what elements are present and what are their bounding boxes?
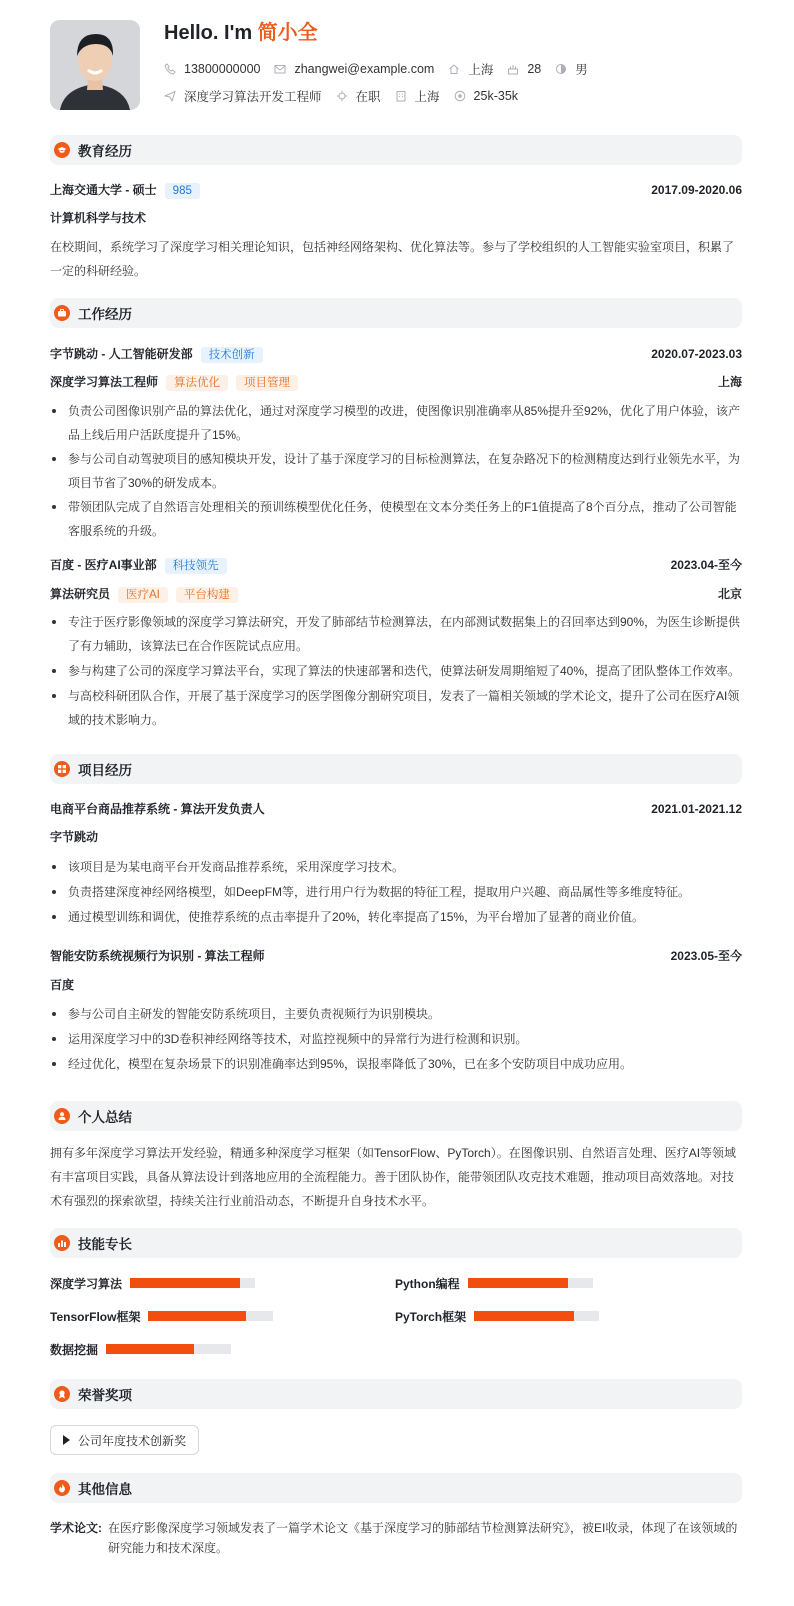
- company-text: 字节跳动 - 人工智能研发部: [50, 347, 193, 361]
- skill-item: [395, 1275, 593, 1291]
- phone-icon: [164, 63, 176, 75]
- project-org: 字节跳动: [50, 830, 99, 844]
- skill-bar: [468, 1278, 593, 1288]
- work-bullet: 参与公司自动驾驶项目的感知模块开发，设计了基于深度学习的目标检测算法，在复杂路况下的检测精度达到行业领先水平，为项目节省了30%的研发成本。: [50, 447, 742, 495]
- briefcase-icon: [54, 305, 70, 321]
- salary-item: [454, 89, 518, 103]
- section-honors: [50, 1379, 742, 1409]
- email-text: zhangwei@example.com: [294, 62, 435, 76]
- section-title: 技能专长: [78, 1237, 132, 1252]
- company-tag: 技术创新: [201, 347, 263, 363]
- project-title: 电商平台商品推荐系统 - 算法开发负责人: [50, 802, 265, 816]
- skill-name: PyTorch框架: [395, 1309, 467, 1324]
- education-header: [50, 181, 742, 199]
- skill-item: [50, 1275, 255, 1291]
- greeting-text: Hello. I'm: [164, 22, 258, 44]
- graduation-cap-icon: [54, 142, 70, 158]
- age-text: 28: [527, 62, 542, 76]
- location-item: [395, 87, 440, 105]
- phone-item: [164, 62, 260, 76]
- skill-item: [395, 1308, 599, 1324]
- section-education: [50, 135, 742, 165]
- role-tag: 医疗AI: [118, 587, 168, 603]
- role-text: 深度学习算法工程师: [50, 375, 159, 389]
- skill-bar: [106, 1344, 231, 1354]
- status-item: [336, 87, 381, 105]
- role-text: 算法研究员: [50, 587, 111, 601]
- send-icon: [164, 90, 176, 102]
- skill-name: Python编程: [395, 1276, 460, 1291]
- greeting-heading: [164, 20, 318, 46]
- major-row: [50, 209, 742, 227]
- award-label: 公司年度技术创新奖: [78, 1433, 187, 1448]
- project-bullet: 通过模型训练和调优，使推荐系统的点击率提升了20%，转化率提高了15%，为平台增加了显著的商业价值。: [50, 905, 742, 929]
- phone-text: 13800000000: [184, 62, 261, 76]
- role-name: [50, 373, 298, 391]
- section-title: 项目经历: [78, 763, 132, 778]
- flame-icon: [54, 1480, 70, 1496]
- section-summary: [50, 1101, 742, 1131]
- skill-bar: [148, 1311, 273, 1321]
- summary-text: 拥有多年深度学习算法开发经验，精通多种深度学习框架（如TensorFlow、PyTorch）。在图像识别、自然语言处理、医疗AI等领域有丰富项目实践，具备从算法设计到落地应用的全流程能力。善于团队协作，能带领团队攻克技术难题，推动项目高效落地。对技术有强烈的探索欲望，持续关注行业前沿动态，不断提升自身技术水平。: [50, 1146, 737, 1208]
- work-bullet: 负责公司图像识别产品的算法优化，通过对深度学习模型的改进，使图像识别准确率从85%提升至92%，优化了用户体验，该产品上线后用户活跃度提升了15%。: [50, 399, 742, 447]
- chart-icon: [54, 1235, 70, 1251]
- gender-icon: [555, 63, 567, 75]
- section-title: 个人总结: [78, 1110, 132, 1125]
- project-2-org: [50, 976, 742, 994]
- job-intent-row: [164, 87, 532, 105]
- project-date: 2023.05-至今: [670, 949, 742, 963]
- role-tag: 平台构建: [176, 587, 238, 603]
- skill-name: 数据挖掘: [50, 1342, 99, 1357]
- section-title: 荣誉奖项: [78, 1388, 132, 1403]
- skill-item: [50, 1341, 231, 1357]
- other-info-item: [50, 1518, 742, 1558]
- section-title: 其他信息: [78, 1482, 132, 1497]
- work-city: 北京: [717, 587, 742, 601]
- project-bullet: 负责搭建深度神经网络模型，如DeepFM等，进行用户行为数据的特征工程，提取用户兴趣、商品属性等多维度特征。: [50, 880, 742, 904]
- gender-item: [555, 60, 588, 78]
- mail-icon: [274, 63, 286, 75]
- grid-icon: [54, 761, 70, 777]
- education-date: 2017.09-2020.06: [651, 183, 742, 197]
- skill-bar-fill: [106, 1344, 194, 1354]
- work-bullet: 与高校科研团队合作，开展了基于深度学习的医学图像分割研究项目，发表了一篇相关领域的学术论文，提升了公司在医疗AI领域的技术影响力。: [50, 684, 742, 732]
- email-item: [274, 62, 434, 76]
- section-projects: [50, 754, 742, 784]
- position-item: [164, 87, 322, 105]
- project-2-header: [50, 947, 742, 965]
- section-skills: [50, 1228, 742, 1258]
- gender-text: 男: [575, 63, 588, 77]
- work-bullet: 专注于医疗影像领域的深度学习算法研究，开发了肺部结节检测算法，在内部测试数据集上的召回率达到90%，为医生诊断提供了有力辅助，该算法已在合作医院试点应用。: [50, 610, 742, 658]
- project-title: 智能安防系统视频行为识别 - 算法工程师: [50, 949, 265, 963]
- age-item: [507, 62, 541, 76]
- section-title: 教育经历: [78, 144, 132, 159]
- company-tag: 科技领先: [165, 558, 227, 574]
- work-date: 2023.04-至今: [670, 558, 742, 572]
- position-text: 深度学习算法开发工程师: [184, 90, 322, 104]
- skill-bar-fill: [148, 1311, 246, 1321]
- section-work: [50, 298, 742, 328]
- work-2-header: [50, 556, 742, 574]
- award-icon: [54, 1386, 70, 1402]
- other-info-text: 在医疗影像深度学习领域发表了一篇学术论文《基于深度学习的肺部结节检测算法研究》，被EI收录，体现了在该领域的研究能力和技术深度。: [108, 1521, 738, 1555]
- major-name: 计算机科学与技术: [50, 211, 147, 225]
- project-1-org: [50, 828, 742, 846]
- section-title: 工作经历: [78, 307, 132, 322]
- school-name: [50, 181, 200, 199]
- section-other: [50, 1473, 742, 1503]
- skill-name: TensorFlow框架: [50, 1309, 141, 1324]
- project-bullet: 经过优化，模型在复杂场景下的识别准确率达到95%，误报率降低了30%，已在多个安防项目中成功应用。: [50, 1052, 742, 1076]
- building-icon: [395, 90, 407, 102]
- user-icon: [54, 1108, 70, 1124]
- project-1-header: [50, 800, 742, 818]
- company-text: 百度 - 医疗AI事业部: [50, 558, 157, 572]
- skill-bar-fill: [468, 1278, 568, 1288]
- work-bullet: 参与构建了公司的深度学习算法平台，实现了算法的快速部署和迭代，使算法研发周期缩短了40%，提高了团队整体工作效率。: [50, 659, 742, 683]
- work-date: 2020.07-2023.03: [651, 347, 742, 361]
- company-name: [50, 556, 227, 574]
- school-text: 上海交通大学 - 硕士: [50, 183, 157, 197]
- play-icon: [63, 1435, 70, 1445]
- skill-item: [50, 1308, 273, 1324]
- candidate-name: 简小全: [257, 22, 318, 44]
- gear-icon: [336, 90, 348, 102]
- location-text: 上海: [414, 90, 440, 104]
- role-tag: 算法优化: [166, 375, 228, 391]
- education-description: 在校期间，系统学习了深度学习相关理论知识，包括神经网络架构、优化算法等。参与了学校组织的人工智能实验室项目，积累了一定的科研经验。: [50, 240, 735, 278]
- work-city: 上海: [717, 375, 742, 389]
- avatar: [50, 20, 140, 110]
- school-tag: 985: [165, 183, 200, 199]
- cake-icon: [507, 63, 519, 75]
- contact-row: [164, 60, 602, 78]
- project-org: 百度: [50, 978, 75, 992]
- skill-bar-fill: [130, 1278, 240, 1288]
- other-info-label: 学术论文:: [50, 1521, 102, 1535]
- status-text: 在职: [355, 90, 381, 104]
- city-item: [448, 60, 493, 78]
- skill-bar: [474, 1311, 599, 1321]
- project-bullet: 该项目是为某电商平台开发商品推荐系统，采用深度学习技术。: [50, 855, 742, 879]
- work-1-role: [50, 373, 742, 391]
- skill-bar-fill: [474, 1311, 574, 1321]
- role-name: [50, 585, 238, 603]
- work-bullet: 带领团队完成了自然语言处理相关的预训练模型优化任务，使模型在文本分类任务上的F1值提高了8个百分点，推动了公司智能客服系统的升级。: [50, 495, 742, 543]
- company-name: [50, 345, 263, 363]
- salary-text: 25k-35k: [473, 89, 519, 103]
- project-bullet: 运用深度学习中的3D卷积神经网络等技术，对监控视频中的异常行为进行检测和识别。: [50, 1027, 742, 1051]
- skill-bar: [130, 1278, 255, 1288]
- project-date: 2021.01-2021.12: [651, 802, 742, 816]
- skill-name: 深度学习算法: [50, 1276, 123, 1291]
- project-bullet: 参与公司自主研发的智能安防系统项目，主要负责视频行为识别模块。: [50, 1002, 742, 1026]
- city-text: 上海: [468, 63, 494, 77]
- coin-icon: [454, 90, 466, 102]
- home-icon: [448, 63, 460, 75]
- work-2-role: [50, 585, 742, 603]
- work-1-header: [50, 345, 742, 363]
- role-tag: 项目管理: [236, 375, 298, 391]
- award-item[interactable]: [50, 1425, 199, 1455]
